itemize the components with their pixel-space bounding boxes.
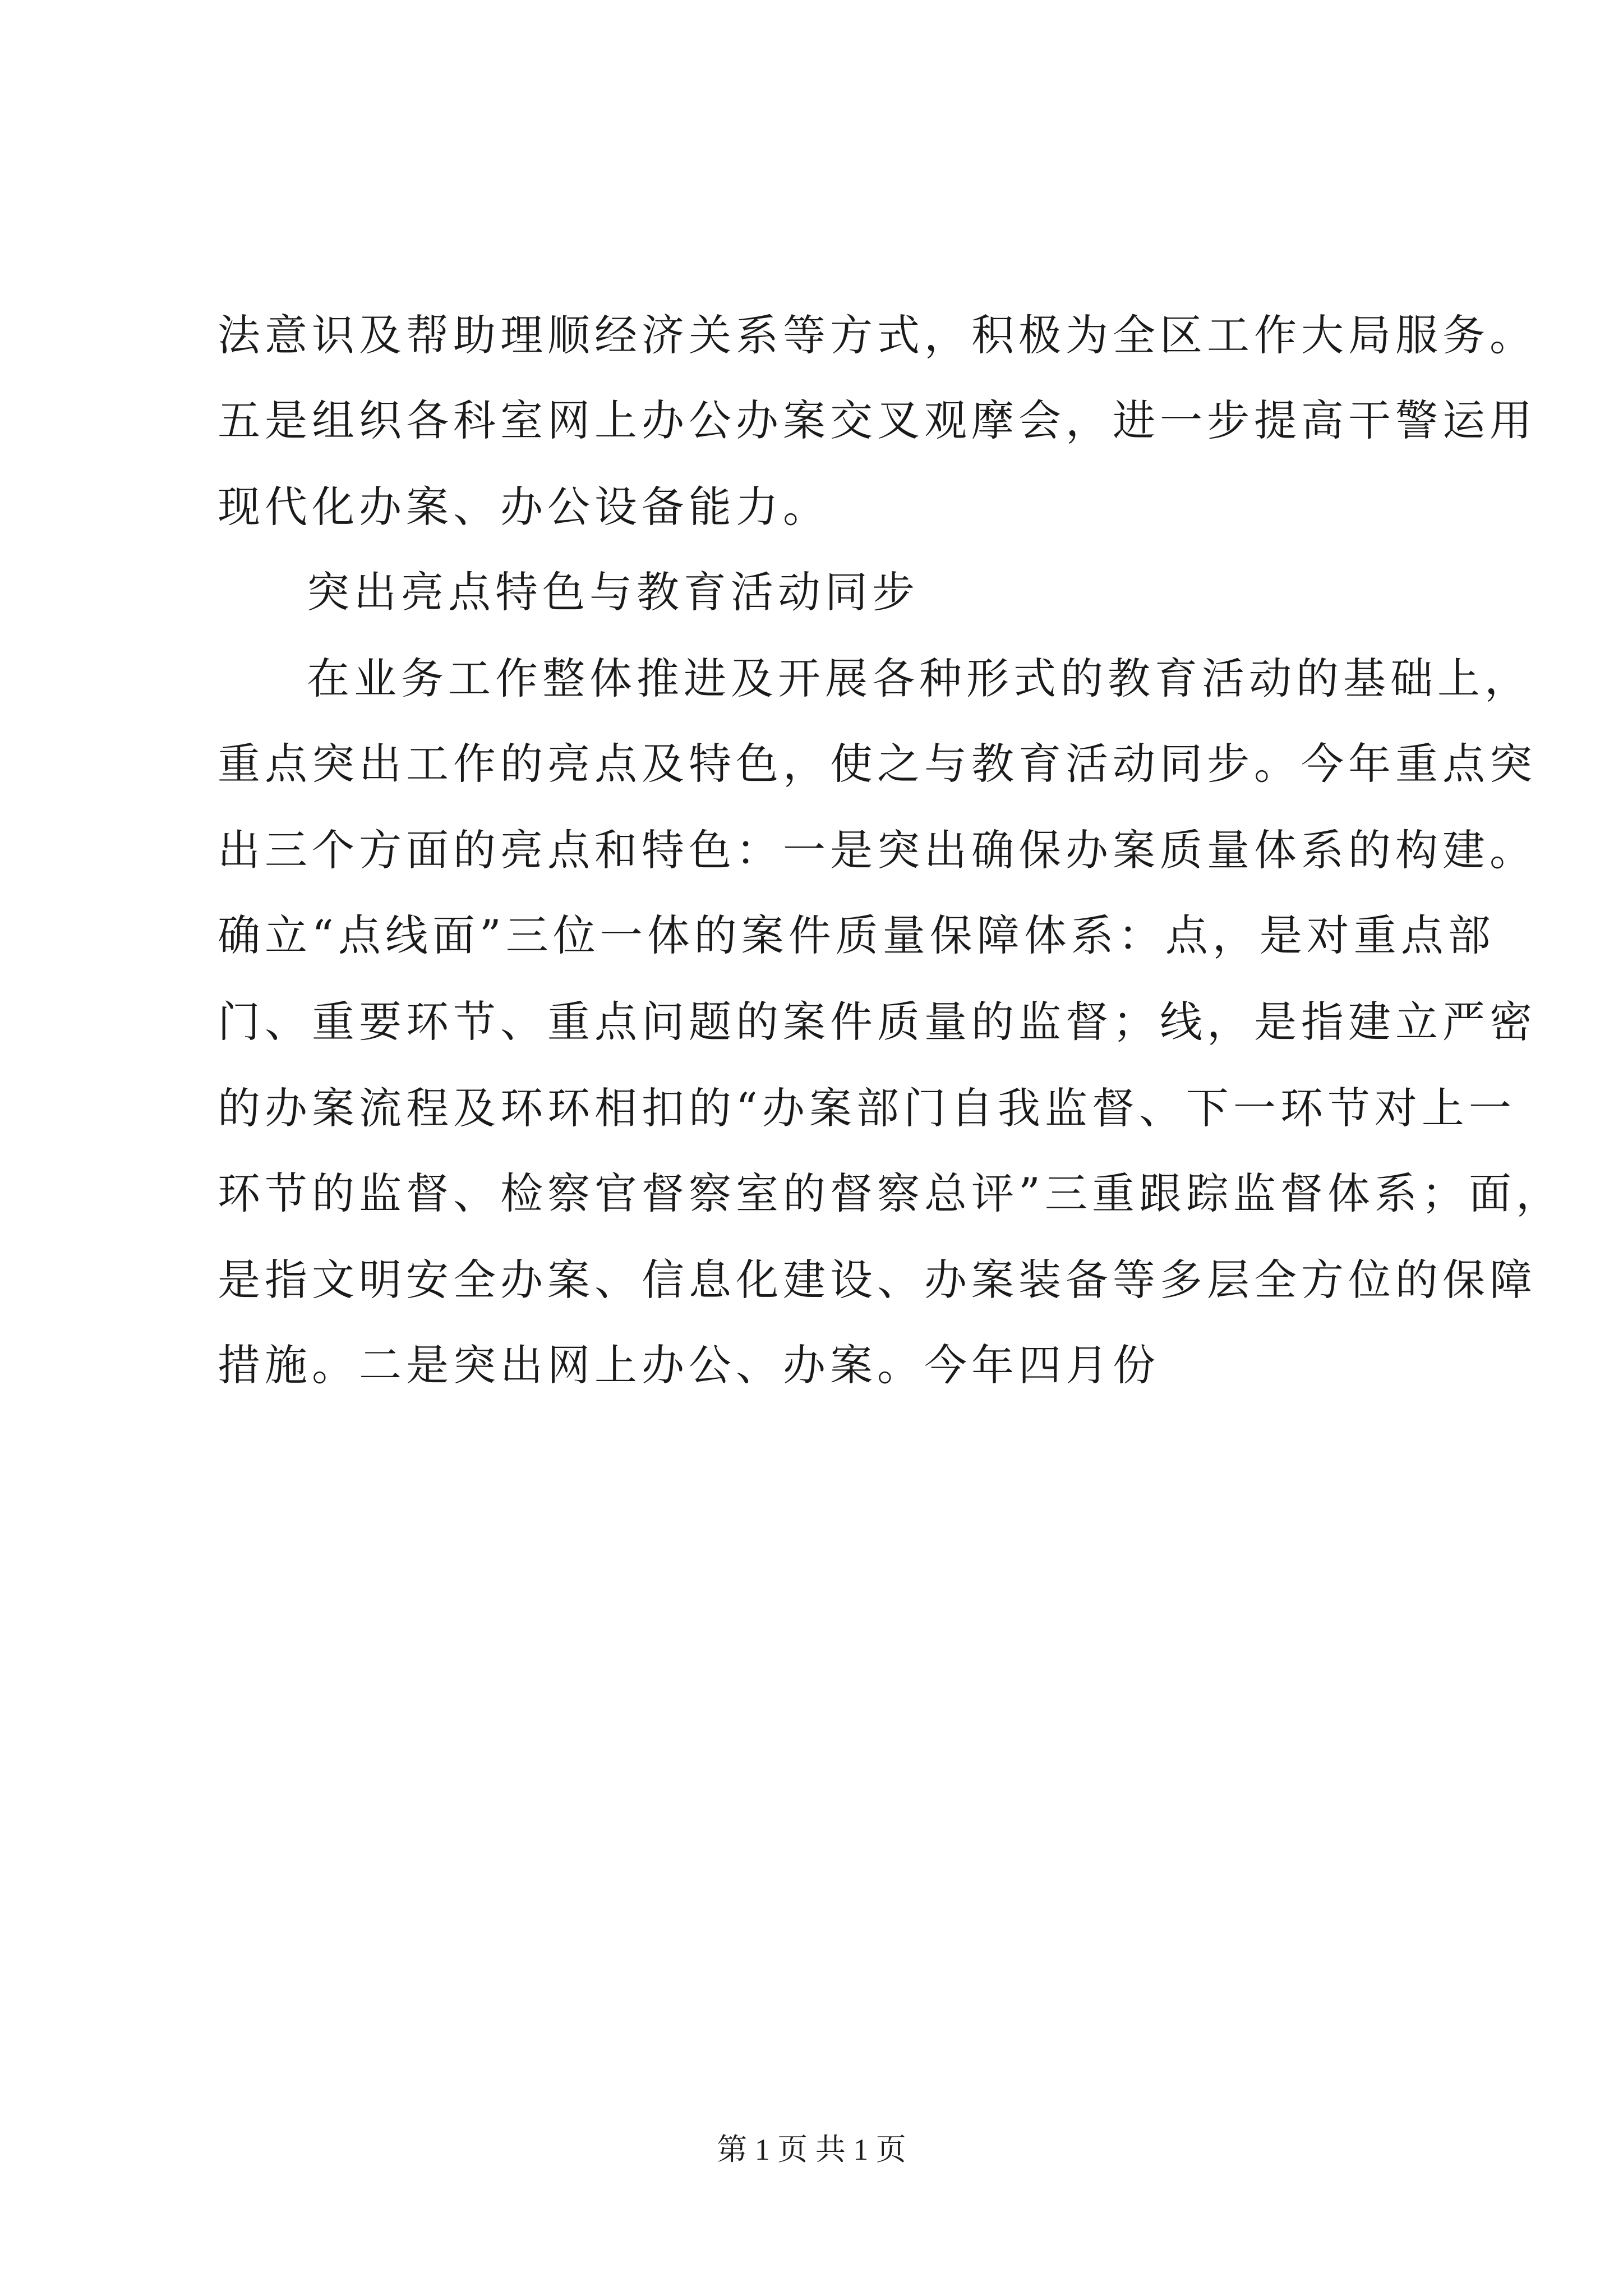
- text-line: 出三个方面的亮点和特色：一是突出确保办案质量体系的构建。: [218, 825, 1537, 875]
- text-line: 门、重要环节、重点问题的案件质量的监督；线，是指建立严密: [218, 997, 1537, 1047]
- text-line: 重点突出工作的亮点及特色，使之与教育活动同步。今年重点突: [218, 739, 1537, 789]
- text-line: 五是组织各科室网上办公办案交叉观摩会，进一步提高干警运用: [218, 395, 1537, 445]
- text-line: 确立“点线面”三位一体的案件质量保障体系：点，是对重点部: [218, 910, 1495, 960]
- text-line: 的办案流程及环环相扣的“办案部门自我监督、下一环节对上一: [218, 1083, 1516, 1133]
- section-heading: 突出亮点特色与教育活动同步: [307, 567, 919, 617]
- text-line: 措施。二是突出网上办公、办案。今年四月份: [218, 1340, 1160, 1390]
- text-line: 在业务工作整体推进及开展各种形式的教育活动的基础上，: [307, 654, 1532, 703]
- text-line: 环节的监督、检察官督察室的督察总评”三重跟踪监督体系；面，: [218, 1168, 1563, 1218]
- text-line: 现代化办案、办公设备能力。: [218, 482, 830, 532]
- text-line: 法意识及帮助理顺经济关系等方式，积极为全区工作大局服务。: [218, 310, 1537, 360]
- text-line: 是指文明安全办案、信息化建设、办案装备等多层全方位的保障: [218, 1255, 1537, 1305]
- page-number-footer: 第 1 页 共 1 页: [717, 2133, 906, 2166]
